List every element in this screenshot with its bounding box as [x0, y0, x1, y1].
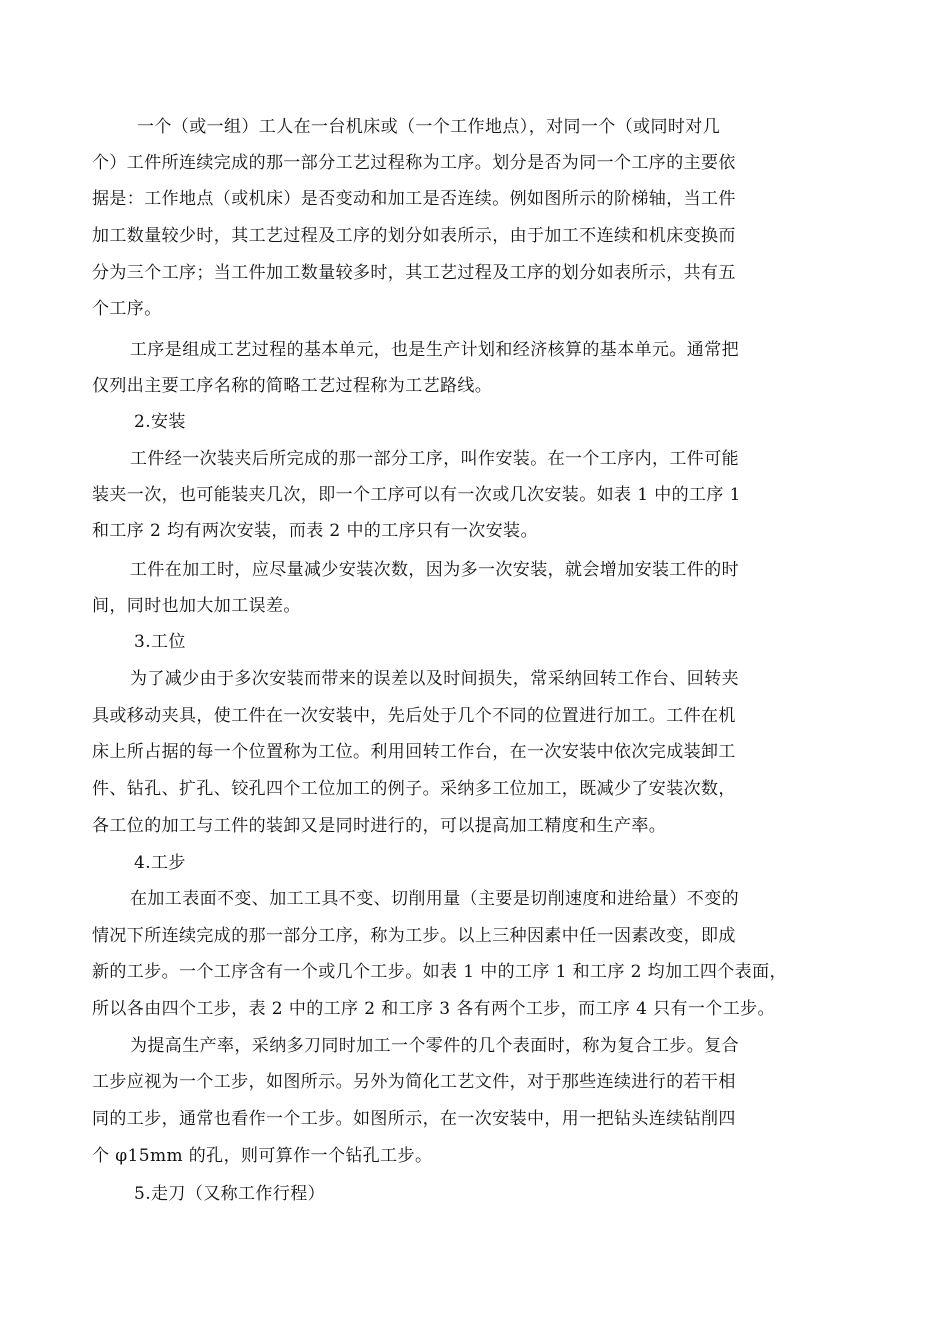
- paragraph-line: 个 φ15mm 的孔，则可算作一个钻孔工步。: [92, 1146, 433, 1166]
- paragraph-line: 加工数量较少时，其工艺过程及工序的划分如表所示，由于加工不连续和机床变换而: [92, 226, 736, 246]
- paragraph-line: 床上所占据的每一个位置称为工位。利用回转工作台，在一次安装中依次完成装卸工: [92, 742, 736, 762]
- paragraph-line: 工件经一次装夹后所完成的那一部分工序，叫作安装。在一个工序内，工件可能: [130, 449, 739, 469]
- paragraph-line: 各工位的加工与工件的装卸又是同时进行的，可以提高加工精度和生产率。: [92, 816, 667, 836]
- paragraph-line: 个工序。: [92, 299, 162, 319]
- paragraph-line: 具或移动夹具，使工件在一次安装中，先后处于几个不同的位置进行加工。工件在机: [92, 706, 736, 726]
- paragraph-line: 和工序 2 均有两次安装，而表 2 中的工序只有一次安装。: [92, 521, 538, 541]
- paragraph-line: 分为三个工序；当工件加工数量较多时，其工艺过程及工序的划分如表所示，共有五: [92, 263, 736, 283]
- paragraph-line: 新的工步。一个工序含有一个或几个工步。如表 1 中的工序 1 和工序 2 均加工四个表面，: [92, 962, 787, 982]
- paragraph-line: 为了减少由于多次安装而带来的误差以及时间损失，常采纳回转工作台、回转夹: [130, 669, 739, 689]
- section-heading-work-step: 4.工步: [134, 853, 186, 873]
- paragraph-line: 件、钻孔、扩孔、铰孔四个工位加工的例子。采纳多工位加工，既减少了安装次数，: [92, 779, 736, 799]
- paragraph-line: 个）工件所连续完成的那一部分工艺过程称为工序。划分是否为同一个工序的主要依: [92, 153, 736, 173]
- paragraph-line: 在加工表面不变、加工工具不变、切削用量（主要是切削速度和进给量）不变的: [130, 889, 739, 909]
- section-heading-station: 3.工位: [134, 632, 186, 652]
- paragraph-line: 工序是组成工艺过程的基本单元，也是生产计划和经济核算的基本单元。通常把: [130, 340, 739, 360]
- paragraph-line: 同的工步，通常也看作一个工步。如图所示，在一次安装中，用一把钻头连续钻削四: [92, 1109, 736, 1129]
- paragraph-line: 工件在加工时，应尽量减少安装次数，因为多一次安装，就会增加安装工件的时: [130, 560, 739, 580]
- section-heading-installation: 2.安装: [134, 412, 186, 432]
- paragraph-line: 为提高生产率，采纳多刀同时加工一个零件的几个表面时，称为复合工步。复合: [130, 1036, 739, 1056]
- paragraph-line: 装夹一次，也可能装夹几次，即一个工序可以有一次或几次安装。如表 1 中的工序 1: [92, 485, 741, 505]
- paragraph-line: 一个（或一组）工人在一台机床或（一个工作地点），对同一个（或同时对几: [137, 117, 721, 137]
- paragraph-line: 情况下所连续完成的那一部分工序，称为工步。以上三种因素中任一因素改变，即成: [92, 926, 736, 946]
- paragraph-line: 所以各由四个工步，表 2 中的工序 2 和工序 3 各有两个工步，而工序 4 只有一个工步。: [92, 999, 775, 1019]
- paragraph-line: 间，同时也加大加工误差。: [92, 596, 301, 616]
- section-heading-tool-pass: 5.走刀（又称工作行程）: [134, 1184, 326, 1204]
- paragraph-line: 工步应视为一个工步，如图所示。另外为简化工艺文件，对于那些连续进行的若干相: [92, 1072, 736, 1092]
- paragraph-line: 仅列出主要工序名称的简略工艺过程称为工艺路线。: [92, 376, 493, 396]
- paragraph-line: 据是：工作地点（或机床）是否变动和加工是否连续。例如图所示的阶梯轴，当工件: [92, 189, 736, 209]
